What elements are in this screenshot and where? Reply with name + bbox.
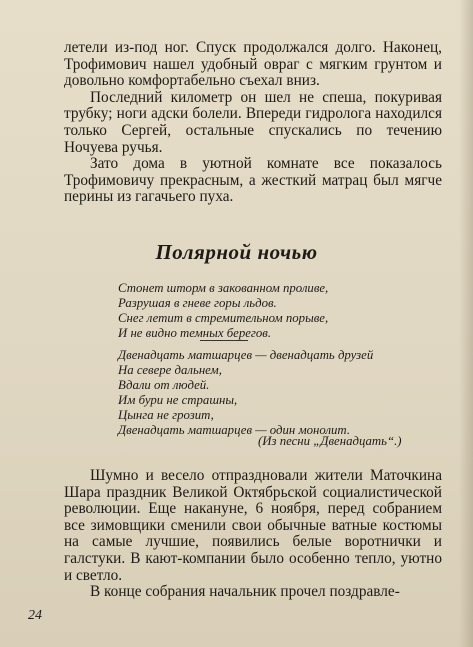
- poem-line: На севере дальнем,: [118, 363, 222, 377]
- poem-line: Стонет шторм в закованном проливе,: [118, 281, 329, 295]
- paragraph: Зато дома в уютной комнате все показалось Трофимовичу прекрасным, а жесткий матрац был мягче перины из гагачьего пуха.: [64, 155, 442, 206]
- poem-stanza-1: [118, 281, 448, 341]
- poem-line: И не видно темных берегов.: [118, 326, 272, 340]
- poem-line: Вдали от людей.: [118, 378, 210, 392]
- paragraph: В конце собрания начальник прочел поздравле-: [90, 583, 400, 601]
- poem-attribution: (Из песни „Двенадцать“.): [258, 434, 402, 448]
- paragraph: Шумно и весело отпраздновали жители Маточкина Шара праздник Великой Октябрьской социалистической революции. Еще накануне, 6 ноября, перед собранием все зимовщики сменили свои обычные ватные костюмы на самые лучшие, появились белые воротнички и галстуки. В кают-компании было особенно тепло, уютно и светло.: [64, 467, 442, 584]
- poem-line: Разрушая в гневе горы льдов.: [118, 296, 277, 310]
- poem-line: Снег летит в стремительном порыве,: [118, 311, 329, 325]
- page-number: 24: [28, 608, 42, 623]
- poem-stanza-2: [118, 348, 448, 438]
- section-title: Полярной ночью: [155, 240, 318, 264]
- poem-line: Цынга не грозит,: [118, 408, 214, 422]
- page-edge-shadow: [459, 0, 473, 647]
- text-block-top: [64, 40, 442, 206]
- stanza-divider: [200, 340, 248, 341]
- poem-line: Двенадцать матшарцев — один монолит.: [118, 423, 351, 437]
- text-block-bottom: [64, 468, 442, 601]
- poem-line: Им бури не страшны,: [118, 393, 238, 407]
- poem-line: Двенадцать матшарцев — двенадцать друзей: [118, 348, 374, 362]
- paragraph: летели из-под ног. Спуск продолжался долго. Наконец, Трофимович нашел удобный овраг с мягким грунтом и довольно комфортабельно съехал вниз.: [64, 39, 442, 90]
- paragraph: Последний километр он шел не спеша, покуривая трубку; ноги адски болели. Впереди гидролога находился только Сергей, остальные спускались по течению Ночуева ручья.: [64, 88, 442, 156]
